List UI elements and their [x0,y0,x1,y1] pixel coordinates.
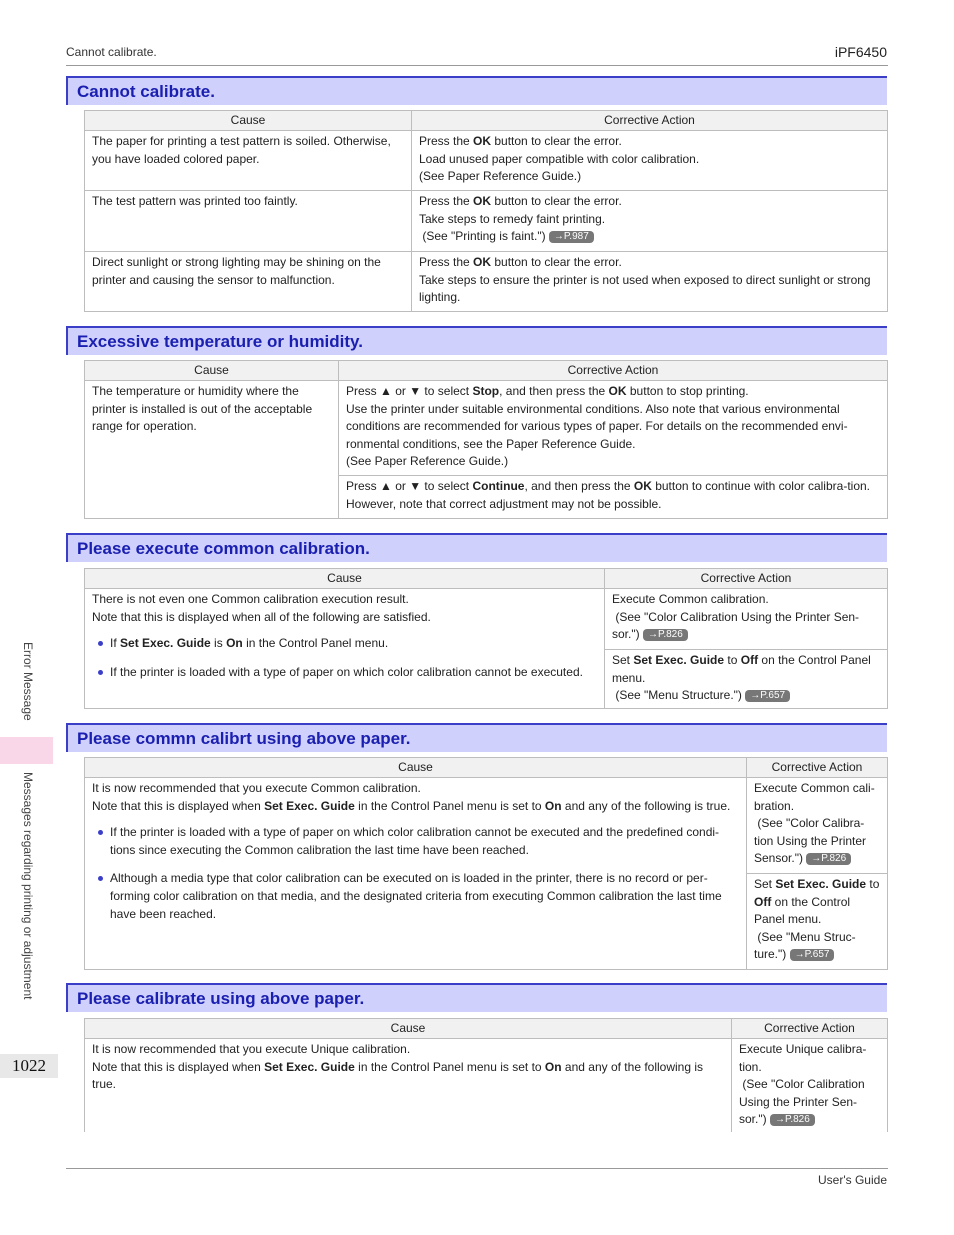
list-item: If Set Exec. Guide is On in the Control Panel menu. [92,635,597,653]
column-header-cause: Cause [85,758,747,778]
table-cannot-calibrate [84,110,888,312]
running-header-title: Cannot calibrate. [66,45,157,59]
cause-cell: The temperature or humidity where the printer is installed is out of the acceptable range for operation. [85,381,339,519]
action-cell: Set Set Exec. Guide to Off on the Control Panel menu. (See "Menu Structure.") →P.657 [605,650,888,709]
table-commn-calibrt-above-paper [84,757,888,970]
action-cell: Execute Unique calibra-tion. (See "Color Calibration Using the Printer Sen-sor.") →P.826 [732,1039,888,1132]
footer-guide-name: User's Guide [818,1173,887,1187]
column-header-action: Corrective Action [339,361,888,381]
section-title-excessive-temperature: Excessive temperature or humidity. [66,326,887,355]
section-title-cannot-calibrate: Cannot calibrate. [66,76,887,105]
action-cell: Press the OK button to clear the error. Load unused paper compatible with color calibration. (See Paper Reference Guide.) [412,131,888,191]
column-header-cause: Cause [85,569,605,589]
list-item: If the printer is loaded with a type of paper on which color calibration cannot be executed and the predefined condi-tions since executing the Common calibration the last time have been reached. [92,824,739,859]
column-header-action: Corrective Action [747,758,888,778]
table-row [85,252,888,312]
table-excessive-temperature [84,360,888,519]
page-reference-link[interactable]: →P.987 [549,231,594,243]
table-row [85,1039,888,1132]
footer-divider [66,1168,888,1169]
page-reference-link[interactable]: →P.657 [790,949,835,961]
page-reference-link[interactable]: →P.826 [770,1114,815,1126]
column-header-cause: Cause [85,111,412,131]
action-cell: Execute Common calibration. (See "Color Calibration Using the Printer Sen-sor.") →P.826 [605,589,888,650]
cause-cell: It is now recommended that you execute Common calibration. Note that this is displayed when Set Exec. Guide in the Control Panel menu is set to On and any of the following is true. If the printer is loaded with a type of paper on which color calibration cannot be executed and the predefined condi-tions since executing the Common calibration the last time have been reached. Although a media type that color calibration can be executed on is loaded in the printer, there is no record or per-forming color calibration on that media, and the designated criteria from executing Common calibration the last time have been reached. [85,778,747,970]
cause-cell: It is now recommended that you execute Unique calibration. Note that this is displayed when Set Exec. Guide in the Control Panel menu is set to On and any of the following is true. [85,1039,732,1132]
action-cell: Press the OK button to clear the error. Take steps to ensure the printer is not used when exposed to direct sunlight or strong lighting. [412,252,888,312]
column-header-cause: Cause [85,361,339,381]
action-cell: Press the OK button to clear the error. Take steps to remedy faint printing. (See "Printing is faint.") →P.987 [412,191,888,252]
cause-cell: Direct sunlight or strong lighting may be shining on the printer and causing the sensor to malfunction. [85,252,412,312]
header-divider [66,65,888,66]
column-header-action: Corrective Action [732,1019,888,1039]
condition-list [92,635,597,681]
side-chapter-label: Error Message [21,642,35,721]
table-row [85,131,888,191]
section-title-commn-calibrt-above-paper: Please commn calibrt using above paper. [66,723,887,752]
side-section-label: Messages regarding printing or adjustment [21,772,35,1000]
condition-list [92,824,739,923]
page-reference-link[interactable]: →P.826 [643,629,688,641]
section-title-calibrate-above-paper: Please calibrate using above paper. [66,983,887,1012]
running-header-model: iPF6450 [834,44,887,60]
list-item: Although a media type that color calibration can be executed on is loaded in the printer, there is no record or per-forming color calibration on that media, and the designated criteria from executing Common calibration the last time have been reached. [92,870,739,923]
action-cell: Press ▲ or ▼ to select Continue, and then press the OK button to continue with color calibra-tion. However, note that correct adjustment may not be possible. [339,476,888,519]
cause-cell: There is not even one Common calibration execution result. Note that this is displayed when all of the following are satisfied. If Set Exec. Guide is On in the Control Panel menu. If the printer is loaded with a type of paper on which color calibration cannot be executed. [85,589,605,709]
table-row [85,191,888,252]
table-row [85,589,888,650]
page-reference-link[interactable]: →P.657 [745,690,790,702]
side-chapter-tab[interactable] [0,737,53,764]
cause-cell: The paper for printing a test pattern is soiled. Otherwise, you have loaded colored paper. [85,131,412,191]
column-header-action: Corrective Action [412,111,888,131]
page-reference-link[interactable]: →P.826 [806,853,851,865]
page-number: 1022 [0,1054,58,1078]
action-cell: Execute Common cali-bration. (See "Color Calibra-tion Using the Printer Sensor.") →P.826 [747,778,888,874]
list-item: If the printer is loaded with a type of paper on which color calibration cannot be executed. [92,664,597,682]
table-execute-common-calibration [84,568,888,709]
column-header-cause: Cause [85,1019,732,1039]
action-cell: Press ▲ or ▼ to select Stop, and then press the OK button to stop printing. Use the printer under suitable environmental conditions. Also note that various environmental conditions are recommended for various types of paper. For details on the recommended envi-ronmental conditions, see the Paper Reference Guide. (See Paper Reference Guide.) [339,381,888,476]
section-title-execute-common-calibration: Please execute common calibration. [66,533,887,562]
column-header-action: Corrective Action [605,569,888,589]
table-row [85,381,888,476]
cause-cell: The test pattern was printed too faintly. [85,191,412,252]
table-calibrate-above-paper [84,1018,888,1132]
action-cell: Set Set Exec. Guide to Off on the Control Panel menu. (See "Menu Struc-ture.") →P.657 [747,874,888,970]
table-row [85,778,888,874]
